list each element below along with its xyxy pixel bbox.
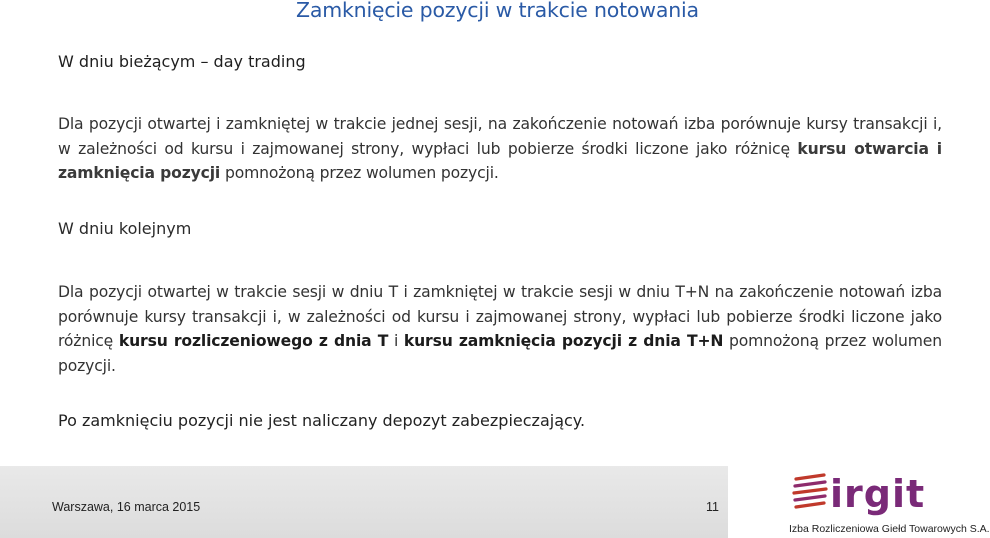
paragraph-text: pomnożoną przez wolumen pozycji. [58, 332, 942, 375]
company-name: Izba Rozliczeniowa Giełd Towarowych S.A. [789, 523, 990, 535]
logo-mark-icon [794, 475, 826, 507]
paragraph-day-trading [58, 112, 942, 186]
paragraph-text: Dla pozycji otwartej w trakcie sesji w dniu T i zamkniętej w trakcie sesji w dniu T+N na zakończenie notowań izba porównuje kursy transakcji i, w zależności od kursu i zajmowanej strony, wypłaci lub pobierze środki liczone jako różnicę [58, 283, 942, 350]
footer-date: Warszawa, 16 marca 2015 [52, 500, 201, 514]
footer-page-number: 11 [706, 500, 719, 514]
paragraph-text: i [388, 332, 404, 350]
paragraph-text: pomnożoną przez wolumen pozycji. [220, 164, 499, 182]
paragraph-bold-text: kursu otwarcia i zamknięcia pozycji [58, 139, 942, 182]
logo-wordmark: irgit [830, 472, 926, 516]
paragraph-bold-text: kursu rozliczeniowego z dnia T [118, 332, 389, 350]
slide-subtitle: W dniu bieżącym – day trading [58, 52, 306, 71]
paragraph-bold-text: kursu zamknięcia pozycji z dnia T+N [403, 332, 724, 350]
slide-title: Zamknięcie pozycji w trakcie notowania [296, 0, 699, 22]
irgit-logo [790, 470, 950, 518]
paragraph-deposit-note: Po zamknięciu pozycji nie jest naliczany depozyt zabezpieczający. [58, 411, 586, 430]
section-heading: W dniu kolejnym [58, 219, 192, 238]
paragraph-text: Dla pozycji otwartej i zamkniętej w trakcie jednej sesji, na zakończenie notowań izba porównuje kursy transakcji i, w zależności od kursu i zajmowanej strony, wypłaci lub pobierze środki liczone jako różnicę [58, 115, 942, 158]
paragraph-next-day [58, 280, 942, 378]
